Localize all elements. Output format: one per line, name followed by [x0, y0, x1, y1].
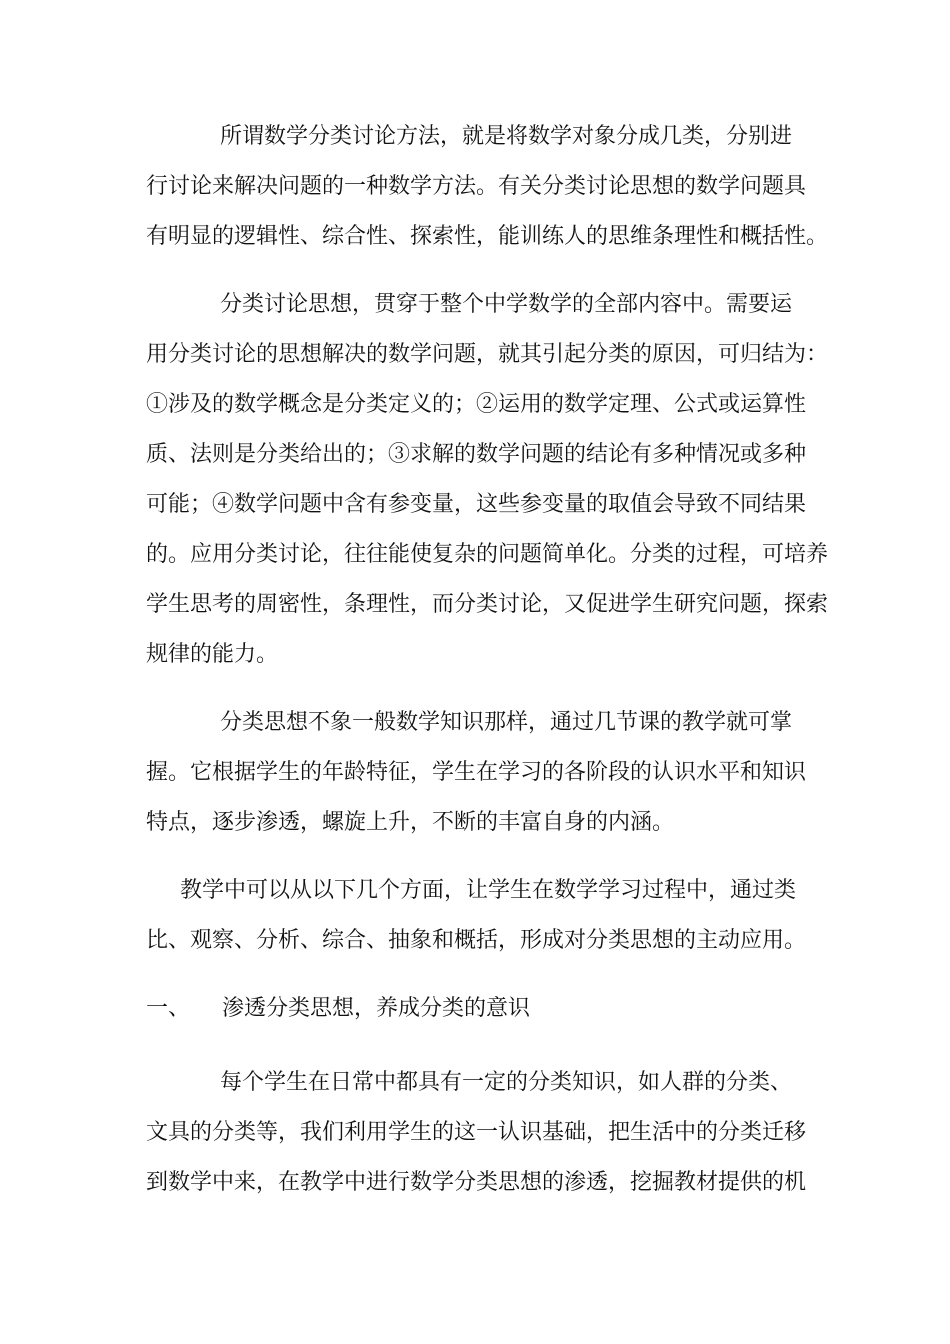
- text-line: 每个学生在日常中都具有一定的分类知识，如人群的分类、: [220, 1070, 793, 1095]
- text-line: 学生思考的周密性，条理性，而分类讨论，又促进学生研究问题，探索: [146, 592, 829, 617]
- text-line: 规律的能力。: [146, 642, 279, 667]
- heading-number: 一、: [146, 996, 191, 1021]
- text-line: 行讨论来解决问题的一种数学方法。有关分类讨论思想的数学问题具: [146, 174, 807, 199]
- text-line: 所谓数学分类讨论方法，就是将数学对象分成几类，分别进: [220, 124, 793, 149]
- heading-text: 渗透分类思想，养成分类的意识: [222, 996, 531, 1021]
- text-line: 特点，逐步渗透，螺旋上升，不断的丰富自身的内涵。: [146, 810, 675, 835]
- text-line: 用分类讨论的思想解决的数学问题，就其引起分类的原因，可归结为：: [146, 342, 829, 367]
- text-line: 比、观察、分析、综合、抽象和概括，形成对分类思想的主动应用。: [146, 928, 807, 953]
- text-line: 有明显的逻辑性、综合性、探索性，能训练人的思维条理性和概括性。: [146, 224, 829, 249]
- text-line: 到数学中来，在教学中进行数学分类思想的渗透，挖掘教材提供的机: [146, 1170, 807, 1195]
- text-line: ①涉及的数学概念是分类定义的；②运用的数学定理、公式或运算性: [146, 392, 807, 417]
- text-line: 分类思想不象一般数学知识那样，通过几节课的教学就可掌: [220, 710, 793, 735]
- text-line: 教学中可以从以下几个方面，让学生在数学学习过程中，通过类: [180, 878, 797, 903]
- text-line: 文具的分类等，我们利用学生的这一认识基础，把生活中的分类迁移: [146, 1120, 807, 1145]
- text-line: 分类讨论思想，贯穿于整个中学数学的全部内容中。需要运: [220, 292, 793, 317]
- text-line: 可能；④数学问题中含有参变量，这些参变量的取值会导致不同结果: [146, 492, 807, 517]
- text-line: 质、法则是分类给出的；③求解的数学问题的结论有多种情况或多种: [146, 442, 807, 467]
- text-line: 握。它根据学生的年龄特征，学生在学习的各阶段的认识水平和知识: [146, 760, 807, 785]
- text-line: 的。应用分类讨论，往往能使复杂的问题简单化。分类的过程，可培养: [146, 542, 829, 567]
